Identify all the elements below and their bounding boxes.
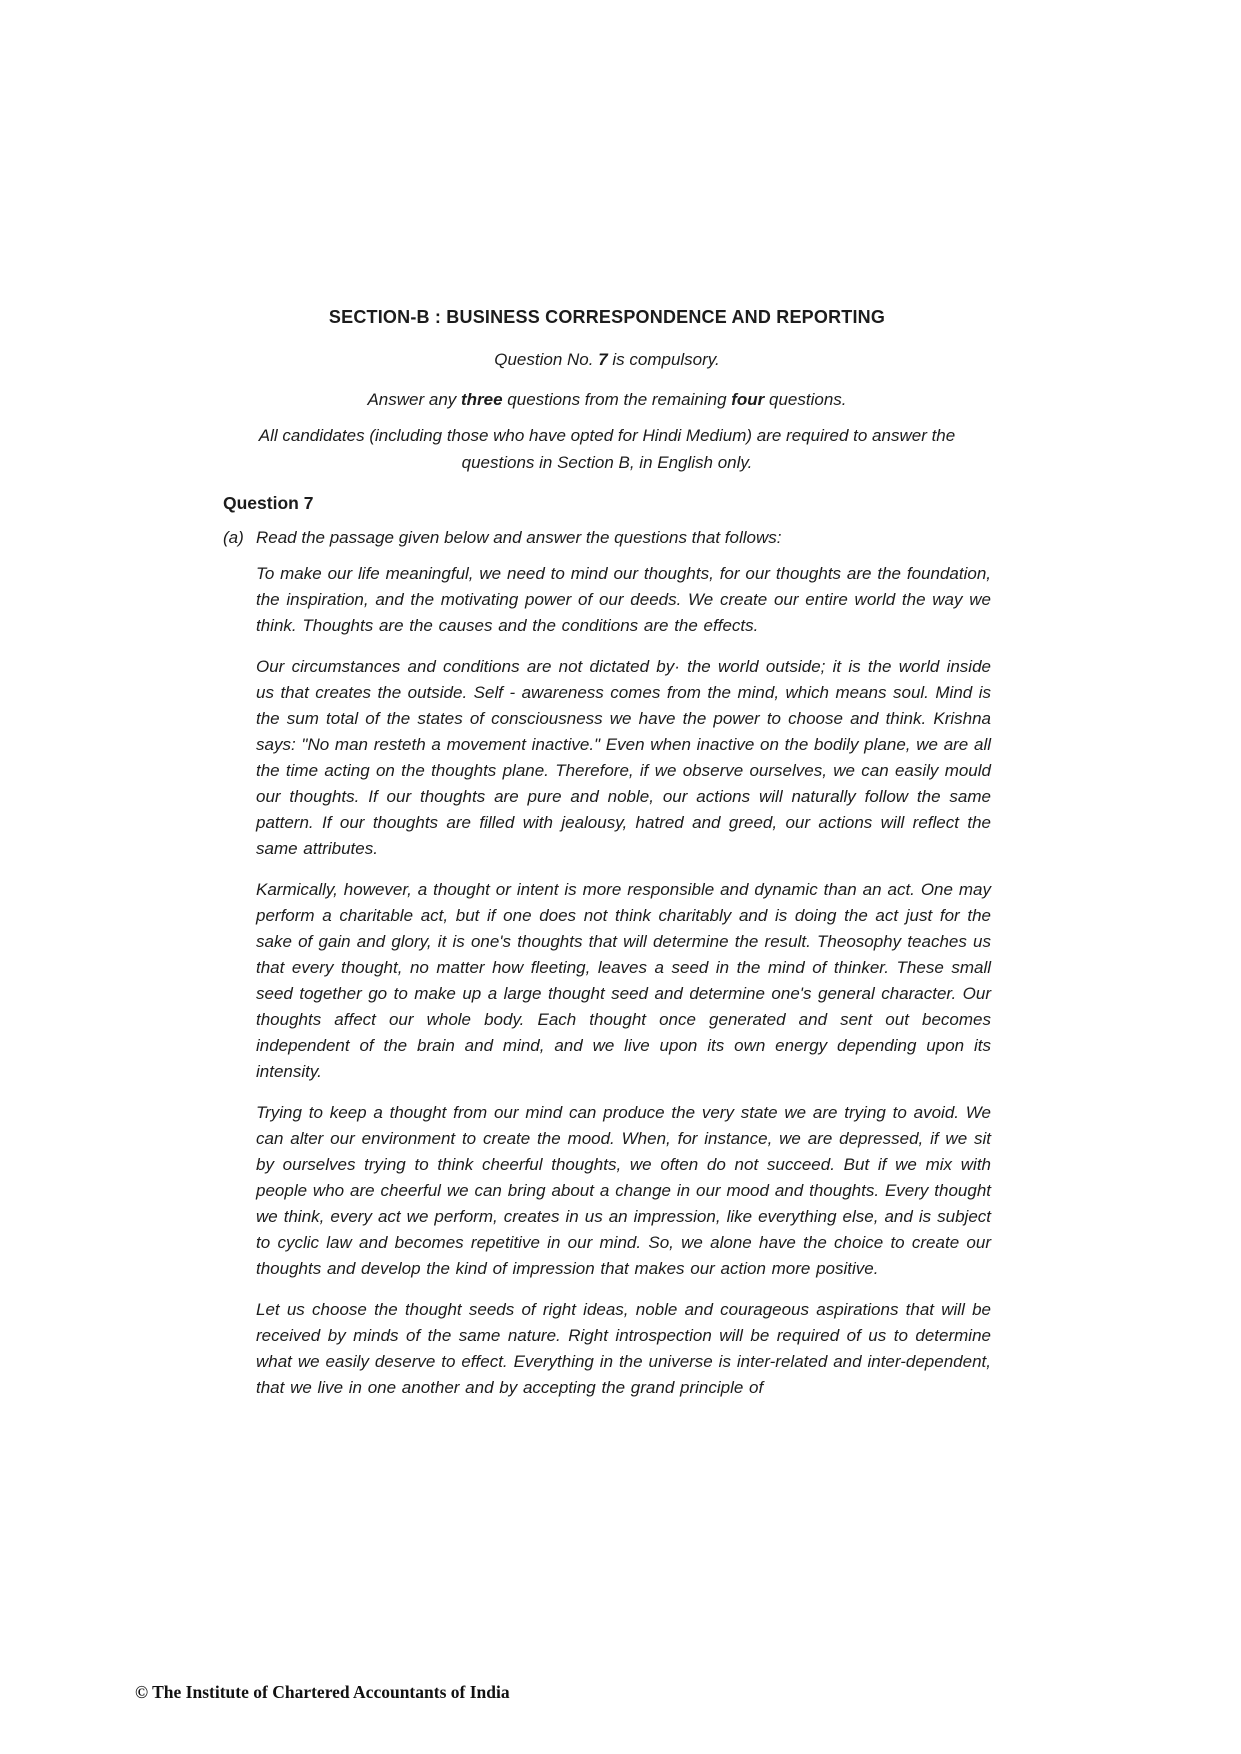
question-part-label: (a) <box>223 528 244 547</box>
passage <box>256 561 991 1401</box>
passage-paragraph: Trying to keep a thought from our mind can produce the very state we are trying to avoid. We can alter our environment to create the mood. When, for instance, we are depressed, if we sit by ourselves trying to think cheerful thoughts, we often do not succeed. But if we mix with people who are cheerful we can bring about a change in our mood and thoughts. Every thought we think, every act we perform, creates in us an impression, like everything else, and is subject to cyclic law and becomes repetitive in our mind. So, we alone have the choice to create our thoughts and develop the kind of impression that makes our action more positive. <box>256 1103 991 1278</box>
note-medium: All candidates (including those who have opted for Hindi Medium) are required to answer the questions in Section B, in English only. <box>258 426 956 472</box>
section-title: SECTION-B : BUSINESS CORRESPONDENCE AND REPORTING <box>328 307 886 327</box>
note-compulsory: Question No. 7 is compulsory. <box>494 350 720 369</box>
page-content <box>223 305 991 1401</box>
question-part-row <box>223 525 991 551</box>
question-instruction: Read the passage given below and answer the questions that follows: <box>256 528 782 547</box>
footer-copyright: © The Institute of Chartered Accountants of India <box>135 1682 510 1702</box>
question-number: Question 7 <box>223 493 314 513</box>
passage-paragraph: Our circumstances and conditions are not dictated by· the world outside; it is the world inside us that creates the outside. Self - awareness comes from the mind, which means soul. Mind is the sum total of the states of consciousness we have the power to choose and think. Krishna says: "No man resteth a movement inactive." Even when inactive on the bodily plane, we are all the time acting on the thoughts plane. Therefore, if we observe ourselves, we can easily mould our thoughts. If our thoughts are pure and noble, our actions will naturally follow the same pattern. If our thoughts are filled with jealousy, hatred and greed, our actions will reflect the same attributes. <box>256 657 991 858</box>
passage-paragraph: To make our life meaningful, we need to mind our thoughts, for our thoughts are the foundation, the inspiration, and the motivating power of our deeds. We create our entire world the way we think. Thoughts are the causes and the conditions are the effects. <box>256 564 991 635</box>
passage-paragraph: Let us choose the thought seeds of right ideas, noble and courageous aspirations that will be received by minds of the same nature. Right introspection will be required of us to determine what we easily deserve to effect. Everything in the universe is inter-related and inter-dependent, that we live in one another and by accepting the grand principle of <box>256 1300 991 1397</box>
note-choice: Answer any three questions from the remaining four questions. <box>367 390 847 409</box>
passage-paragraph: Karmically, however, a thought or intent is more responsible and dynamic than an act. One may perform a charitable act, but if one does not think charitably and is doing the act just for the sake of gain and glory, it is one's thoughts that will determine the result. Theosophy teaches us that every thought, no matter how fleeting, leaves a seed in the mind of thinker. These small seed together go to make up a large thought seed and determine one's general character. Our thoughts affect our whole body. Each thought once generated and sent out becomes independent of the brain and mind, and we live upon its own energy depending upon its intensity. <box>256 880 991 1081</box>
